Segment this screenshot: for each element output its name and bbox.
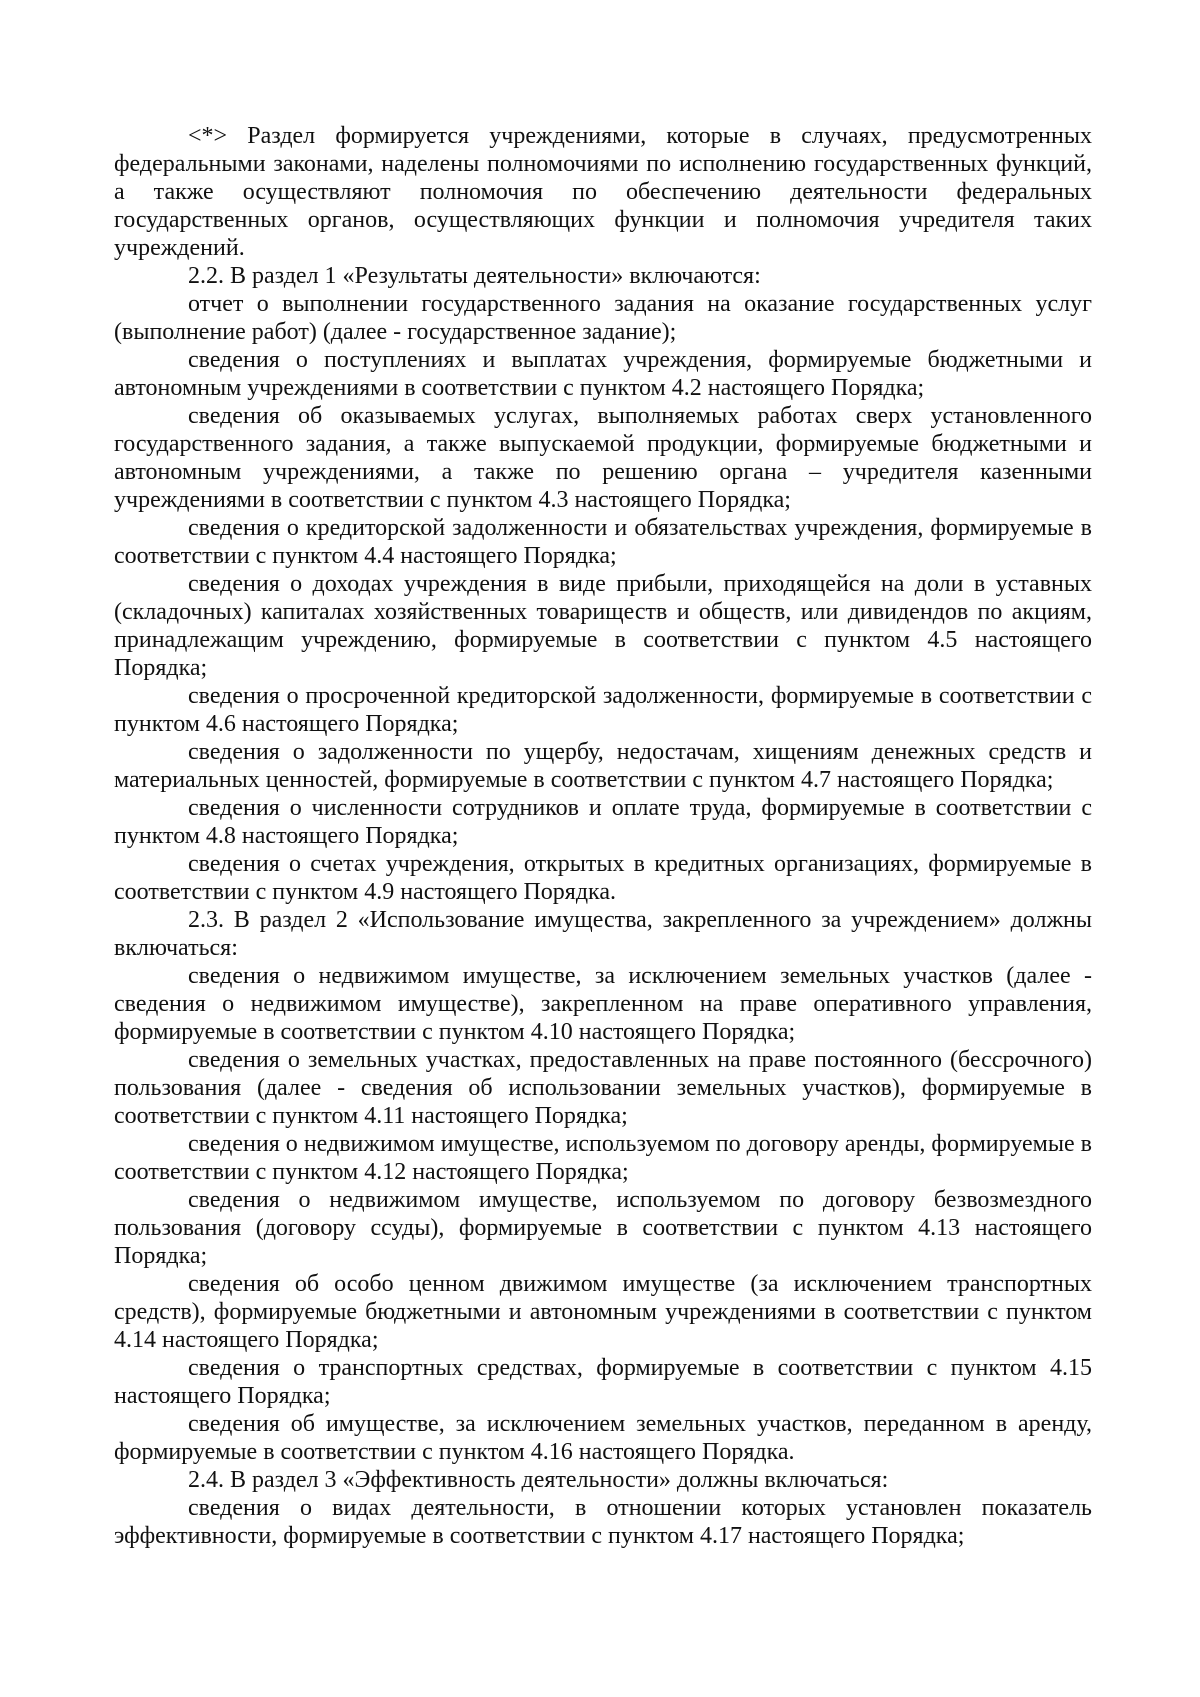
- footnote-paragraph: <*> Раздел формируется учреждениями, которые в случаях, предусмотренных федеральными законами, наделены полномочиями по исполнению государственных функций, а также осуществляют полномочия по обеспечению деятельности федеральных государственных органов, осуществляющих функции и полномочия учредителя таких учреждений.: [114, 123, 1092, 261]
- list-item: сведения о доходах учреждения в виде прибыли, приходящейся на доли в уставных (складочных) капиталах хозяйственных товариществ и обществ, или дивидендов по акциям, принадлежащим учреждению, формируемые в соответствии с пунктом 4.5 настоящего Порядка;: [114, 571, 1092, 681]
- list-item: сведения о счетах учреждения, открытых в кредитных организациях, формируемые в соответствии с пунктом 4.9 настоящего Порядка.: [114, 851, 1092, 905]
- list-item: сведения о поступлениях и выплатах учреждения, формируемые бюджетными и автономным учреждениями в соответствии с пунктом 4.2 настоящего Порядка;: [114, 347, 1092, 401]
- list-item: сведения о транспортных средствах, формируемые в соответствии с пунктом 4.15 настоящего Порядка;: [114, 1355, 1092, 1409]
- list-item: сведения о недвижимом имуществе, за исключением земельных участков (далее - сведения о недвижимом имуществе), закрепленном на праве оперативного управления, формируемые в соответствии с пунктом 4.10 настоящего Порядка;: [114, 963, 1092, 1045]
- list-item: сведения о численности сотрудников и оплате труда, формируемые в соответствии с пунктом 4.8 настоящего Порядка;: [114, 795, 1092, 849]
- section-2-3-heading: 2.3. В раздел 2 «Использование имущества, закрепленного за учреждением» должны включаться:: [114, 907, 1092, 961]
- list-item: сведения о задолженности по ущербу, недостачам, хищениям денежных средств и материальных ценностей, формируемые в соответствии с пунктом 4.7 настоящего Порядка;: [114, 739, 1092, 793]
- list-item: сведения об особо ценном движимом имуществе (за исключением транспортных средств), формируемые бюджетными и автономным учреждениями в соответствии с пунктом 4.14 настоящего Порядка;: [114, 1271, 1092, 1353]
- section-2-4-heading: 2.4. В раздел 3 «Эффективность деятельности» должны включаться:: [188, 1467, 889, 1493]
- document-page: [114, 122, 1092, 1550]
- list-item: сведения о недвижимом имуществе, используемом по договору аренды, формируемые в соответствии с пунктом 4.12 настоящего Порядка;: [114, 1131, 1092, 1185]
- list-item: сведения о просроченной кредиторской задолженности, формируемые в соответствии с пунктом 4.6 настоящего Порядка;: [114, 683, 1092, 737]
- list-item: сведения о видах деятельности, в отношении которых установлен показатель эффективности, формируемые в соответствии с пунктом 4.17 настоящего Порядка;: [114, 1495, 1092, 1549]
- list-item: сведения об оказываемых услугах, выполняемых работах сверх установленного государственного задания, а также выпускаемой продукции, формируемые бюджетными и автономным учреждениями, а также по решению органа – учредителя казенными учреждениями в соответствии с пунктом 4.3 настоящего Порядка;: [114, 403, 1092, 513]
- list-item: сведения о недвижимом имуществе, используемом по договору безвозмездного пользования (договору ссуды), формируемые в соответствии с пунктом 4.13 настоящего Порядка;: [114, 1187, 1092, 1269]
- section-2-2-heading: 2.2. В раздел 1 «Результаты деятельности» включаются:: [188, 263, 761, 289]
- list-item: сведения о кредиторской задолженности и обязательствах учреждения, формируемые в соответствии с пунктом 4.4 настоящего Порядка;: [114, 515, 1092, 569]
- list-item: сведения о земельных участках, предоставленных на праве постоянного (бессрочного) пользования (далее - сведения об использовании земельных участков), формируемые в соответствии с пунктом 4.11 настоящего Порядка;: [114, 1047, 1092, 1129]
- list-item: сведения об имуществе, за исключением земельных участков, переданном в аренду, формируемые в соответствии с пунктом 4.16 настоящего Порядка.: [114, 1411, 1092, 1465]
- list-item: отчет о выполнении государственного задания на оказание государственных услуг (выполнение работ) (далее - государственное задание);: [114, 291, 1092, 345]
